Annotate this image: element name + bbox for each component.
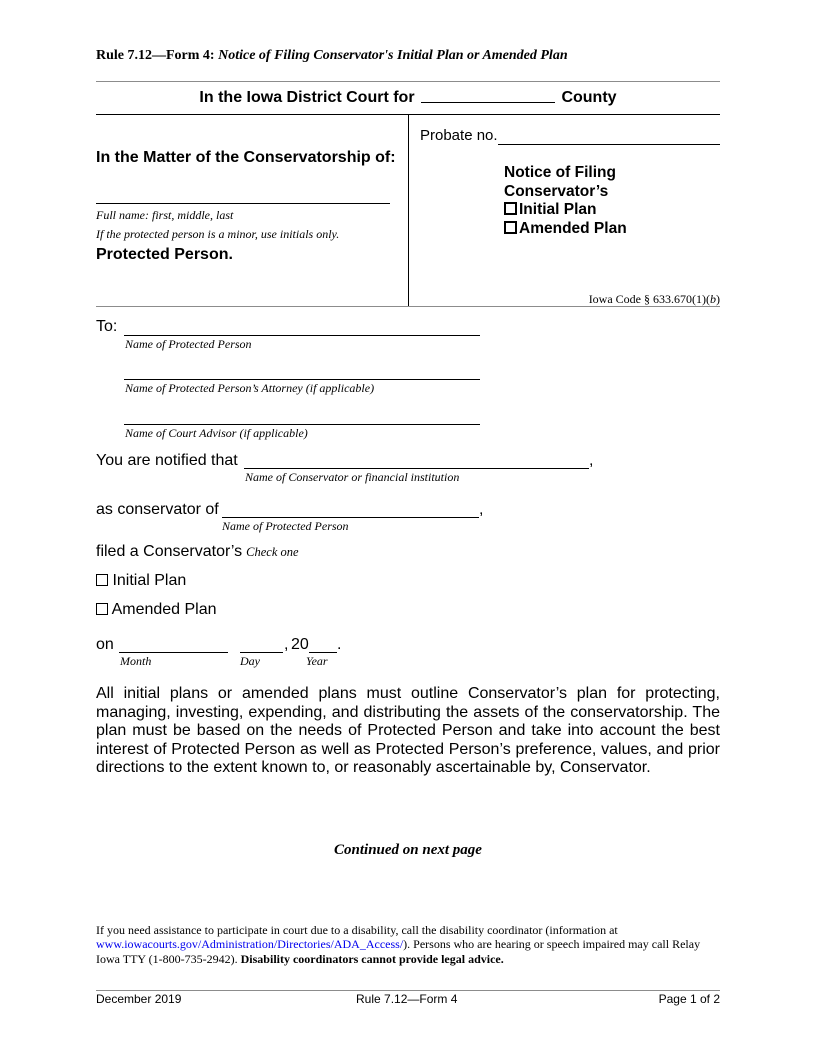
date-period: . bbox=[337, 636, 342, 653]
iowa-code-letter: b bbox=[710, 292, 716, 306]
option-amended-checkbox[interactable] bbox=[96, 603, 108, 615]
year-field[interactable] bbox=[309, 652, 337, 653]
conservator-of-field[interactable] bbox=[222, 517, 479, 518]
court-prefix: In the Iowa District Court for bbox=[199, 89, 415, 106]
probate-number-field[interactable] bbox=[498, 144, 720, 145]
fullname-note: Full name: first, middle, last bbox=[96, 208, 234, 222]
initial-plan-label: Initial Plan bbox=[519, 201, 597, 218]
to-attorney-field[interactable] bbox=[124, 379, 480, 380]
to-court-advisor-field[interactable] bbox=[124, 424, 480, 425]
probate-label: Probate no. bbox=[420, 127, 498, 144]
amended-plan-checkbox[interactable] bbox=[504, 221, 517, 234]
year-prefix: 20 bbox=[291, 636, 309, 653]
county-field[interactable] bbox=[421, 88, 555, 103]
month-field[interactable] bbox=[119, 652, 228, 653]
conservator-of-comma: , bbox=[479, 501, 484, 518]
on-label: on bbox=[96, 636, 114, 653]
court-heading bbox=[96, 88, 720, 107]
disability-line1: If you need assistance to participate in court due to a disability, call the disability coordinator (information at bbox=[96, 923, 618, 937]
disability-text2: ). Persons who are hearing or speech impaired may call Relay bbox=[403, 937, 701, 952]
notice-title-line2: Conservator’s bbox=[504, 182, 609, 200]
disability-bold: Disability coordinators cannot provide legal advice. bbox=[240, 951, 504, 966]
plan-requirements-paragraph: All initial plans or amended plans must outline Conservator’s plan for protecting, managing, investing, expending, and distributing the assets of the conservatorship. The plan must be based on the needs of Protected Person and take into account the best interest of Protected Person as well as Protected Person’s preference, values, and prior directions to the extent known to, or reasonably ascertainable by, Conservator. bbox=[96, 685, 720, 777]
amended-plan-label: Amended Plan bbox=[519, 219, 627, 237]
footer-date: December 2019 bbox=[96, 992, 182, 1006]
initial-plan-checkbox[interactable] bbox=[504, 202, 517, 215]
form-header bbox=[96, 48, 568, 64]
month-caption: Month bbox=[120, 654, 152, 668]
day-caption: Day bbox=[240, 654, 260, 668]
header-rule bbox=[96, 81, 720, 82]
rule-form-label: Rule 7.12—Form 4: bbox=[96, 48, 215, 63]
notice-amended-option[interactable] bbox=[504, 220, 627, 239]
notified-comma: , bbox=[589, 452, 594, 469]
protected-person-name-field[interactable] bbox=[96, 203, 390, 204]
conservator-name-field[interactable] bbox=[244, 468, 589, 469]
option-amended-label: Amended Plan bbox=[111, 601, 217, 618]
caption-divider bbox=[408, 114, 409, 306]
footer-rule-label: Rule 7.12—Form 4 bbox=[356, 992, 458, 1006]
disability-line2 bbox=[96, 937, 720, 951]
iowa-code-prefix: Iowa Code § 633.670(1)( bbox=[588, 292, 710, 306]
disability-text3: Iowa TTY (1-800-735-2942). bbox=[96, 951, 238, 966]
name-protected-person-caption: Name of Protected Person bbox=[125, 337, 252, 351]
day-comma: , bbox=[284, 636, 289, 653]
court-suffix: County bbox=[561, 89, 617, 106]
to-protected-person-field[interactable] bbox=[124, 335, 480, 336]
option-amended-plan[interactable] bbox=[96, 601, 217, 619]
name-protected-person-caption-2: Name of Protected Person bbox=[222, 519, 349, 533]
disability-notice bbox=[96, 923, 720, 966]
name-court-advisor-caption: Name of Court Advisor (if applicable) bbox=[125, 426, 308, 440]
form-title: Notice of Filing Conservator's Initial Plan or Amended Plan bbox=[218, 48, 568, 63]
check-one-note: Check one bbox=[246, 545, 299, 559]
option-initial-checkbox[interactable] bbox=[96, 574, 108, 586]
continued-note: Continued on next page bbox=[334, 842, 482, 858]
iowa-code-citation bbox=[589, 292, 720, 307]
disability-line3 bbox=[96, 952, 720, 966]
matter-of-label: In the Matter of the Conservatorship of: bbox=[96, 149, 396, 166]
day-field[interactable] bbox=[240, 652, 283, 653]
year-caption: Year bbox=[306, 654, 328, 668]
minor-note: If the protected person is a minor, use initials only. bbox=[96, 227, 340, 241]
protected-person-label: Protected Person. bbox=[96, 246, 233, 263]
ada-access-link[interactable]: www.iowacourts.gov/Administration/Directories/ADA_Access/ bbox=[96, 937, 404, 952]
option-initial-plan[interactable] bbox=[96, 572, 186, 590]
notice-title bbox=[504, 164, 627, 238]
as-conservator-label: as conservator of bbox=[96, 501, 219, 518]
name-attorney-caption: Name of Protected Person’s Attorney (if applicable) bbox=[125, 381, 375, 395]
filed-label: filed a Conservator’s bbox=[96, 543, 243, 560]
option-initial-label: Initial Plan bbox=[112, 572, 187, 589]
to-label: To: bbox=[96, 318, 118, 335]
footer-page: Page 1 of 2 bbox=[658, 992, 720, 1006]
notice-title-line1: Notice of Filing bbox=[504, 164, 616, 181]
filed-line bbox=[96, 543, 299, 561]
notified-label: You are notified that bbox=[96, 452, 238, 469]
notice-initial-option[interactable] bbox=[504, 201, 627, 220]
iowa-code-suffix: ) bbox=[716, 292, 720, 306]
name-conservator-caption: Name of Conservator or financial institution bbox=[245, 470, 460, 484]
footer-rule bbox=[96, 990, 720, 991]
